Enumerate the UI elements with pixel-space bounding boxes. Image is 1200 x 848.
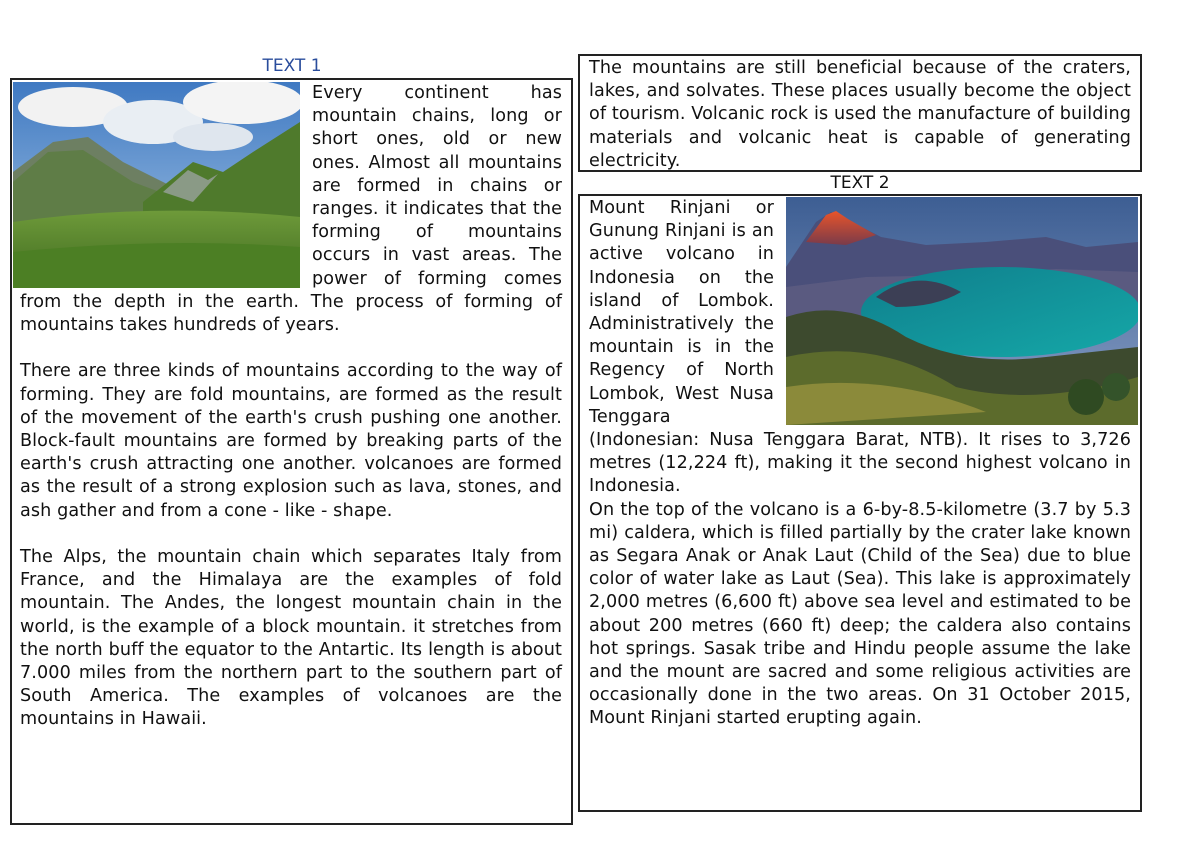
text1-box	[10, 78, 573, 825]
rinjani-crater-lake-image	[786, 197, 1138, 425]
text1-title: TEXT 1	[262, 56, 322, 76]
text2-paragraph-2: On the top of the volcano is a 6-by-8.5-kilometre (3.7 by 5.3 mi) caldera, which is filled partially by the crater lake known as Segara Anak or Anak Laut (Child of the Sea) due to blue color of water lake as Laut (Sea). This lake is approximately 2,000 metres (6,600 ft) above sea level and estimated to be about 200 metres (660 ft) deep; the caldera also contains hot springs. Sasak tribe and Hindu people assume the lake and the mount are sacred and some religious activities are occasionally done in the two areas. On 31 October 2015, Mount Rinjani started erupting again.	[589, 499, 1131, 729]
text1-paragraph-3: The Alps, the mountain chain which separates Italy from France, and the Himalaya are the examples of fold mountain. The Andes, the longest mountain chain in the world, is the example of a block mountain. it stretches from the north buff the equator to the Antartic. Its length is about 7.000 miles from the northern part to the southern part of South America. The examples of volcanoes are the mountains in Hawaii.	[20, 547, 562, 730]
text2-box	[578, 194, 1142, 812]
text1-paragraph-1: Every continent has mountain chains, long or short ones, old or new ones. Almost all mountains are formed in chains or ranges. it indicates that the forming of mountains occurs in vast areas. The power of forming comes from the depth in the earth. The process of forming of mountains takes hundreds of years.	[20, 83, 562, 336]
text1-continued-box	[578, 54, 1142, 172]
text2-title: TEXT 2	[830, 173, 890, 193]
text1-body	[20, 82, 562, 732]
text1-continued-paragraph: The mountains are still beneficial because of the craters, lakes, and solvates. These places usually become the object of tourism. Volcanic rock is used the manufacture of building materials and volcanic heat is capable of generating electricity.	[589, 58, 1131, 171]
mountain-valley-image	[13, 82, 300, 288]
text2-paragraph-1: Mount Rinjani or Gunung Rinjani is an active volcano in Indonesia on the island of Lombok. Administratively the mountain is in the Regency of North Lombok, West Nusa Tenggara (Indonesian: Nusa Tenggara Barat, NTB). It rises to 3,726 metres (12,224 ft), making it the second highest volcano in Indonesia.	[589, 198, 1131, 497]
text2-body	[589, 197, 1131, 731]
text1-paragraph-2: There are three kinds of mountains according to the way of forming. They are fold mountains, are formed as the result of the movement of the earth's crush pushing one another. Block-fault mountains are formed by breaking parts of the earth's crush attracting one another. volcanoes are formed as the result of a strong explosion such as lava, stones, and ash gather and from a cone - like - shape.	[20, 361, 562, 521]
